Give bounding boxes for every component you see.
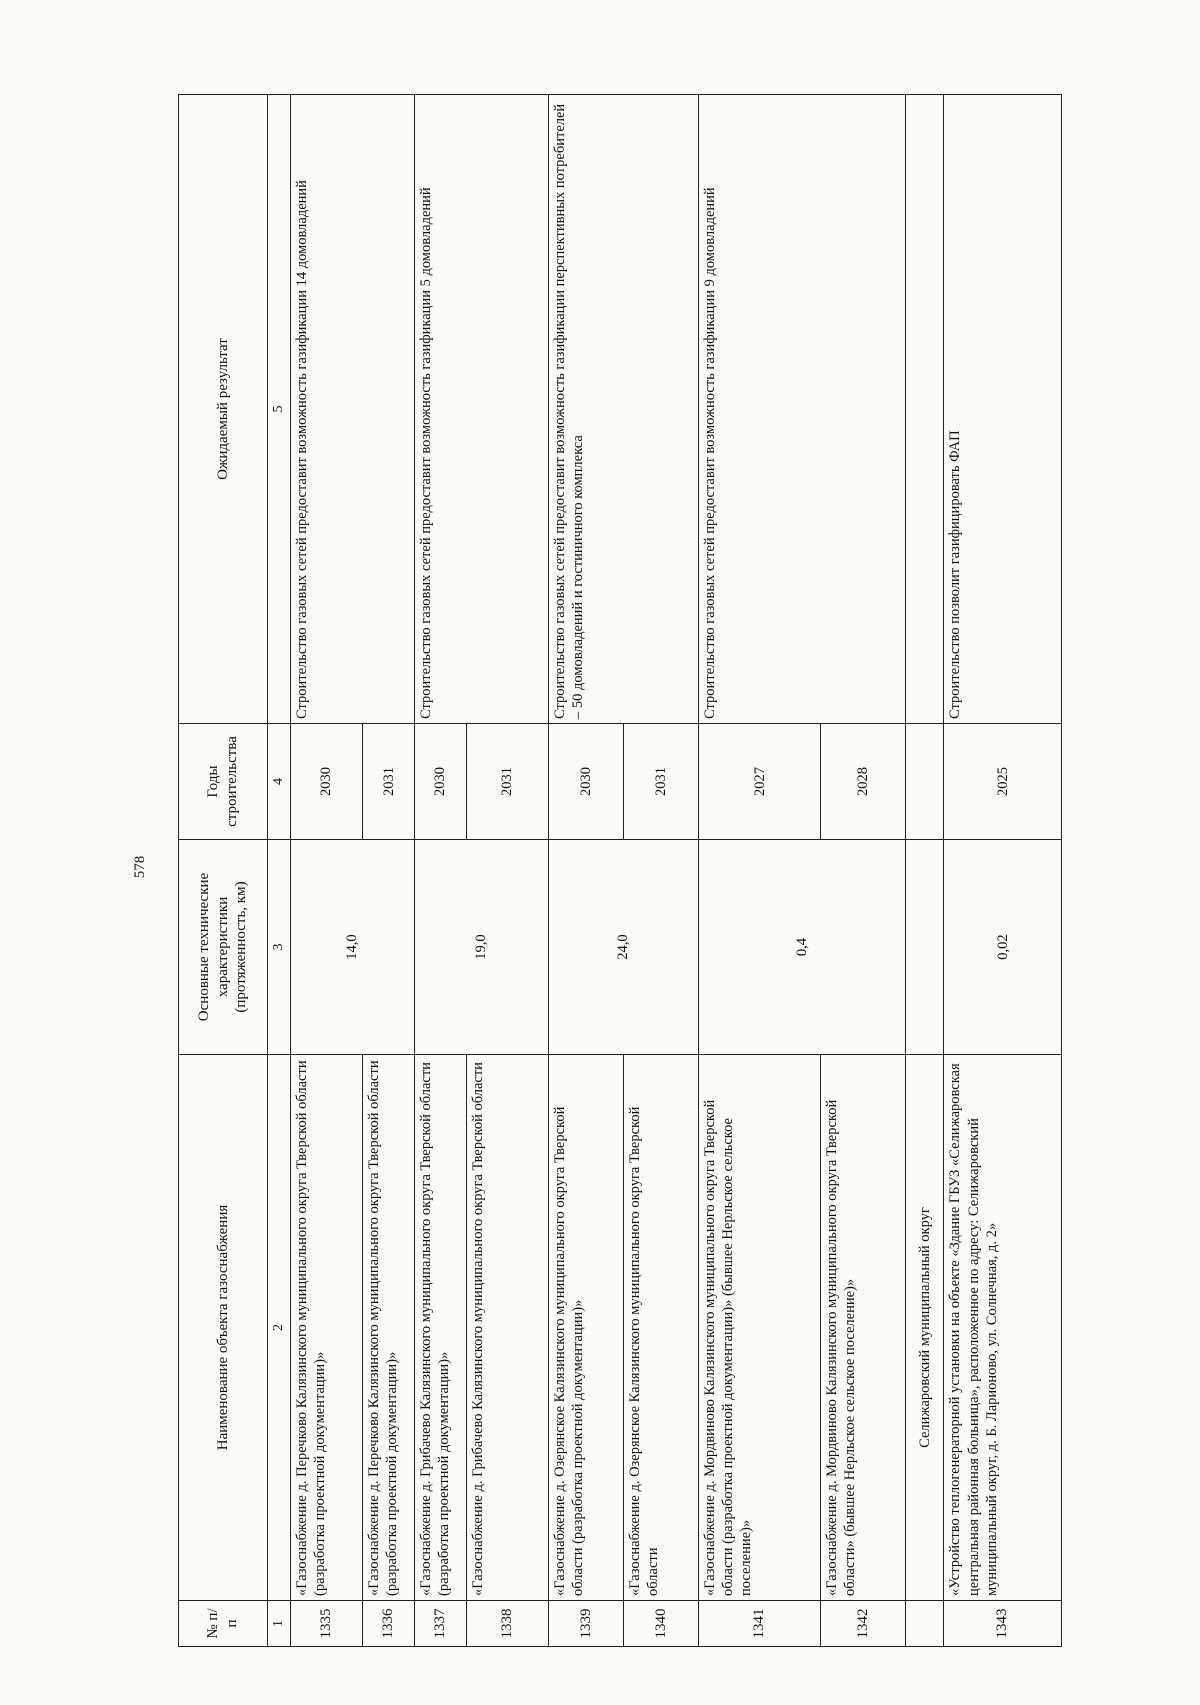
header-row (179, 95, 268, 1647)
expected-result: Строительство газовых сетей предоставит возможность газификации 9 домовладений (699, 95, 906, 724)
year-value: 2030 (414, 724, 466, 840)
object-name: «Газоснабжение д. Мордвиново Калязинского муниципального округа Тверской области (разработка проектной документации)» (бывшее Нерльское сельское поселение)» (699, 1055, 821, 1601)
region-empty (905, 840, 944, 1055)
col-number: 5 (268, 95, 290, 724)
row-number: 1340 (623, 1601, 698, 1647)
header-length: Основные технические характеристики (протяженность, км) (179, 840, 268, 1055)
row-number: 1339 (548, 1601, 623, 1647)
object-name: «Устройство теплогенераторной установки на объекте «Здание ГБУЗ «Селижаровская центральная районная больница», расположенное по адресу: Селижаровский муниципальный округ, д. Б. Ларионово, ул. Солнечная, д. 2» (944, 1055, 1062, 1601)
row-number: 1338 (466, 1601, 548, 1647)
col-number: 4 (268, 724, 290, 840)
region-empty (905, 95, 944, 724)
row-number: 1336 (363, 1601, 415, 1647)
object-name: «Газоснабжение д. Грибачево Калязинского муниципального округа Тверской области (466, 1055, 548, 1601)
rotated-table-container (178, 95, 1062, 1647)
year-value: 2031 (623, 724, 698, 840)
row-number: 1341 (699, 1601, 821, 1647)
object-name: «Газоснабжение д. Грибачево Калязинского муниципального округа Тверской области (разработка проектной документации)» (414, 1055, 466, 1601)
region-row (905, 95, 944, 1647)
object-name: «Газоснабжение д. Озерянское Калязинского муниципального округа Тверской области (разработка проектной документации)» (548, 1055, 623, 1601)
header-result: Ожидаемый результат (179, 95, 268, 724)
col-number: 2 (268, 1055, 290, 1601)
table-row (699, 95, 821, 1647)
object-name: «Газоснабжение д. Перечково Калязинского муниципального округа Тверской области (разработка проектной документации)» (290, 1055, 363, 1601)
year-value: 2030 (290, 724, 363, 840)
object-name: «Газоснабжение д. Озерянское Калязинского муниципального округа Тверской области (623, 1055, 698, 1601)
region-empty (905, 724, 944, 840)
table-row (944, 95, 1062, 1647)
header-name: Наименование объекта газоснабжения (179, 1055, 268, 1601)
table-row (548, 95, 623, 1647)
table-row (290, 95, 363, 1647)
length-value: 24,0 (548, 840, 698, 1055)
region-name: Селижаровский муниципальный округ (905, 1055, 944, 1601)
year-value: 2030 (548, 724, 623, 840)
row-number: 1335 (290, 1601, 363, 1647)
col-number: 3 (268, 840, 290, 1055)
table-row (414, 95, 466, 1647)
year-value: 2031 (466, 724, 548, 840)
page-number: 578 (132, 855, 148, 879)
header-num: № п/п (179, 1601, 268, 1647)
year-value: 2028 (821, 724, 906, 840)
region-num-empty (905, 1601, 944, 1647)
column-number-row (268, 95, 290, 1647)
length-value: 14,0 (290, 840, 414, 1055)
year-value: 2031 (363, 724, 415, 840)
expected-result: Строительство газовых сетей предоставит возможность газификации 5 домовладений (414, 95, 548, 724)
header-years: Годы строительства (179, 724, 268, 840)
expected-result: Строительство позволит газифицировать ФАП (944, 95, 1062, 724)
expected-result: Строительство газовых сетей предоставит возможность газификации перспективных потребителей – 50 домовладений и гостиничного комплекса (548, 95, 698, 724)
object-name: «Газоснабжение д. Перечково Калязинского муниципального округа Тверской области (разработка проектной документации)» (363, 1055, 415, 1601)
col-number: 1 (268, 1601, 290, 1647)
length-value: 19,0 (414, 840, 548, 1055)
expected-result: Строительство газовых сетей предоставит возможность газификации 14 домовладений (290, 95, 414, 724)
length-value: 0,02 (944, 840, 1062, 1055)
row-number: 1342 (821, 1601, 906, 1647)
length-value: 0,4 (699, 840, 906, 1055)
year-value: 2025 (944, 724, 1062, 840)
row-number: 1337 (414, 1601, 466, 1647)
row-number: 1343 (944, 1601, 1062, 1647)
object-name: «Газоснабжение д. Мордвиново Калязинского муниципального округа Тверской области» (бывшее Нерльское сельское поселение)» (821, 1055, 906, 1601)
gas-supply-table (178, 94, 1062, 1647)
year-value: 2027 (699, 724, 821, 840)
